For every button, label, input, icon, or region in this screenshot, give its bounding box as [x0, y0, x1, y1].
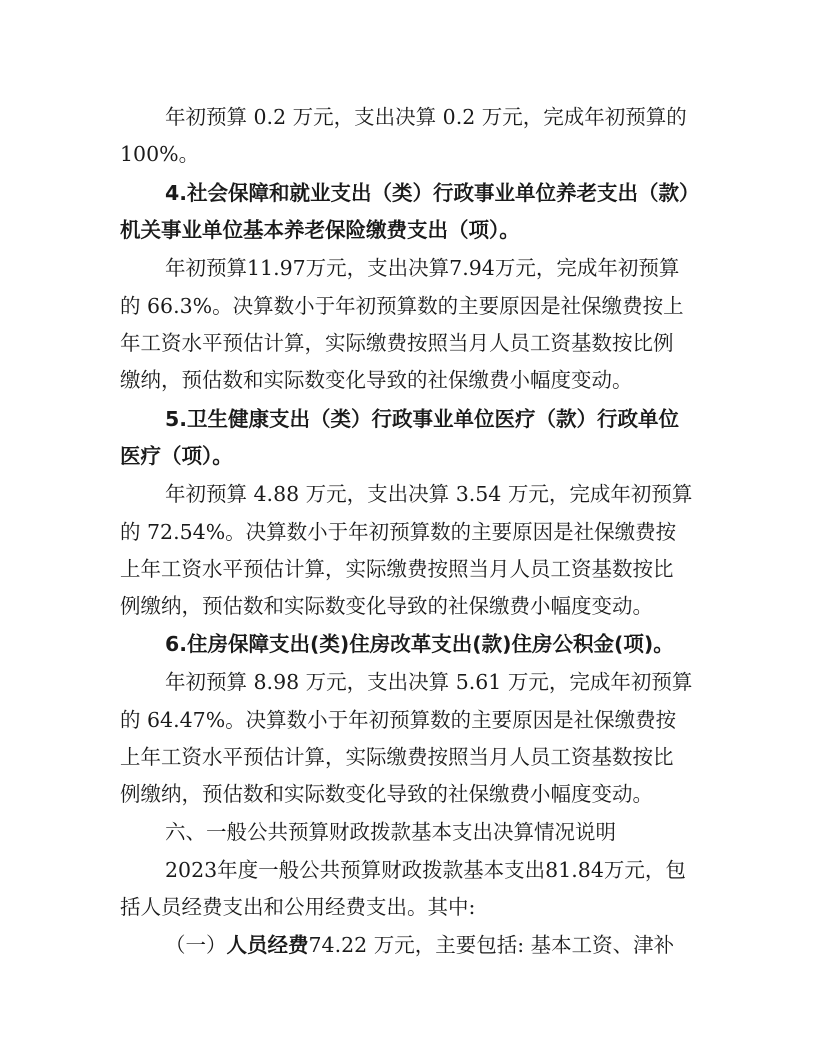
paragraph-line: 的 72.54%。决算数小于年初预算数的主要原因是社保缴费按	[120, 520, 677, 544]
paragraph-line: 年初预算 8.98 万元，支出决算 5.61 万元，完成年初预算	[165, 670, 693, 694]
section-heading: 5.卫生健康支出（类）行政事业单位医疗（款）行政单位	[165, 407, 680, 431]
paragraph-line: 年工资水平预估计算，实际缴费按照当月人员工资基数按比例	[120, 331, 674, 355]
section-heading: 4.社会保障和就业支出（类）行政事业单位养老支出（款）	[165, 181, 700, 205]
paragraph-line: 缴纳，预估数和实际数变化导致的社保缴费小幅度变动。	[120, 368, 633, 392]
section-title: 六、一般公共预算财政拨款基本支出决算情况说明	[165, 820, 616, 844]
item-rest: 74.22 万元，主要包括: 基本工资、津补	[308, 933, 675, 957]
item-prefix: （一）	[165, 933, 227, 957]
item-term: 人员经费	[226, 933, 309, 957]
paragraph-line: 年初预算11.97万元，支出决算7.94万元，完成年初预算	[165, 256, 680, 280]
section-heading: 6.住房保障支出(类)住房改革支出(款)住房公积金(项)。	[165, 632, 674, 656]
paragraph-line: 的 64.47%。决算数小于年初预算数的主要原因是社保缴费按	[120, 708, 677, 732]
paragraph-line: 2023年度一般公共预算财政拨款基本支出81.84万元，包	[165, 858, 686, 882]
paragraph-line	[165, 935, 674, 956]
paragraph-line: 括人员经费支出和公用经费支出。其中:	[120, 895, 476, 919]
paragraph-line: 100%。	[120, 142, 200, 166]
section-heading: 医疗（项）。	[120, 444, 233, 468]
paragraph-line: 例缴纳，预估数和实际数变化导致的社保缴费小幅度变动。	[120, 594, 653, 618]
paragraph-line: 的 66.3%。决算数小于年初预算数的主要原因是社保缴费按上	[120, 294, 684, 318]
paragraph-line: 例缴纳，预估数和实际数变化导致的社保缴费小幅度变动。	[120, 782, 653, 806]
paragraph-line: 年初预算 4.88 万元，支出决算 3.54 万元，完成年初预算	[165, 482, 693, 506]
paragraph-line: 上年工资水平预估计算，实际缴费按照当月人员工资基数按比	[120, 557, 674, 581]
section-heading: 机关事业单位基本养老保险缴费支出（项）。	[120, 218, 520, 242]
paragraph-line: 年初预算 0.2 万元，支出决算 0.2 万元，完成年初预算的	[165, 105, 687, 129]
paragraph-line: 上年工资水平预估计算，实际缴费按照当月人员工资基数按比	[120, 745, 674, 769]
